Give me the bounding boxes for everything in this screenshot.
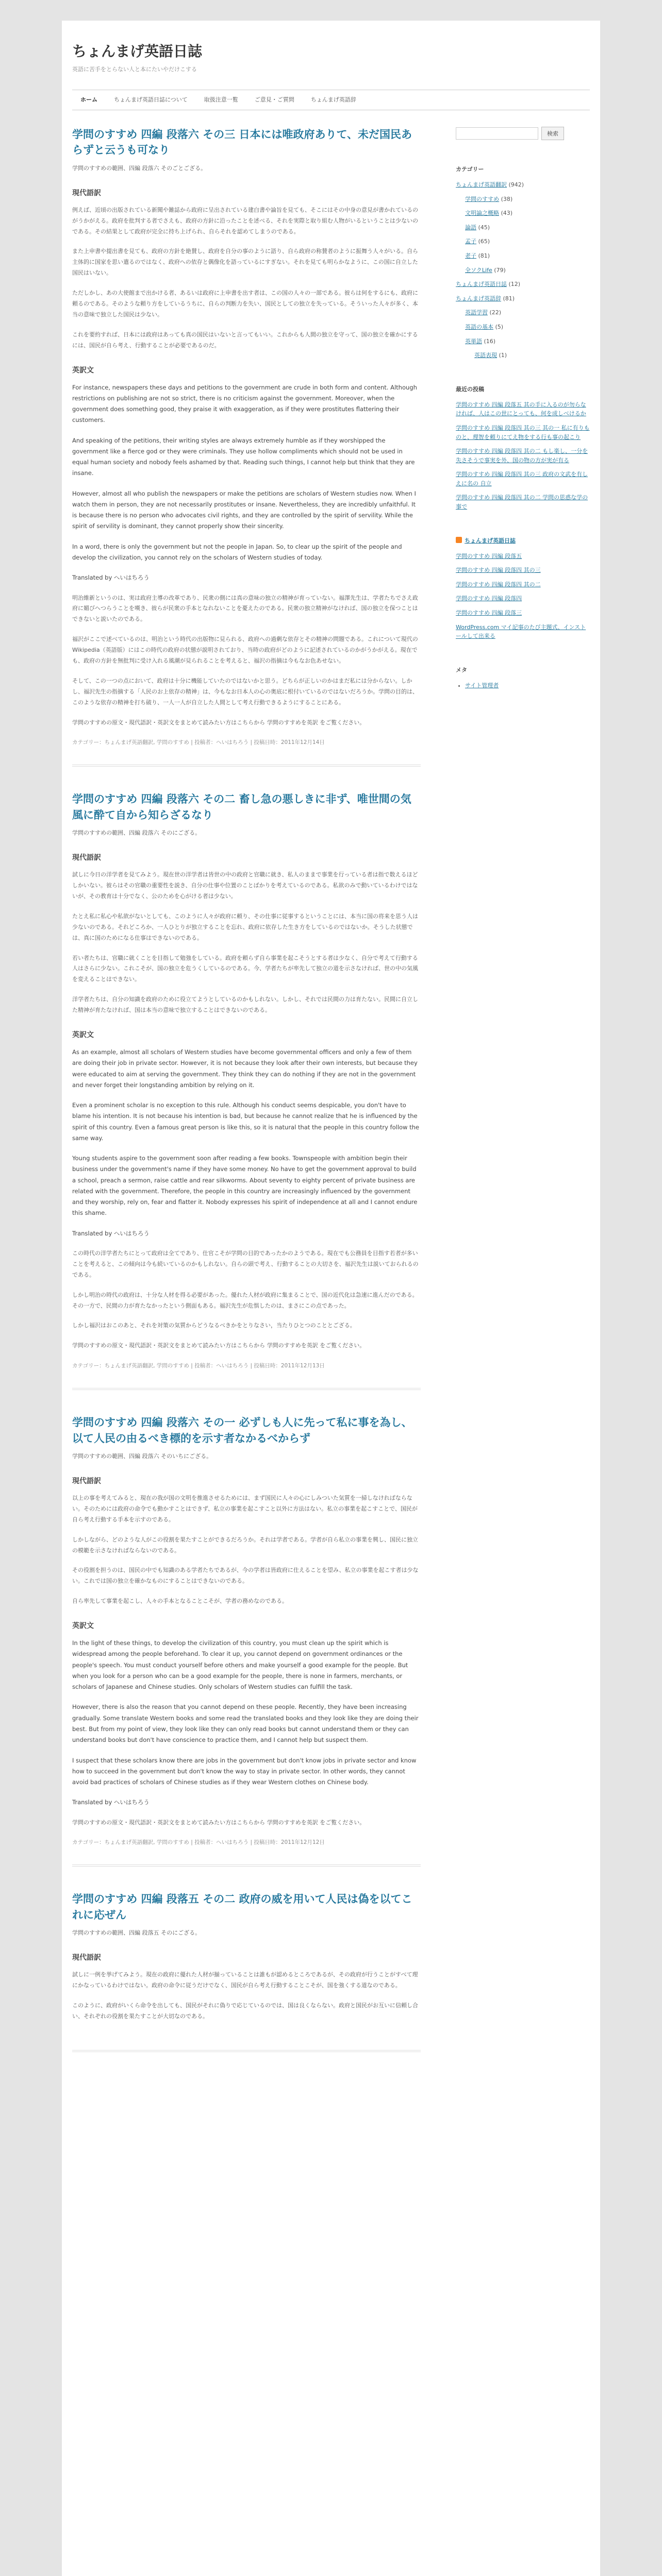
- post-intro: 学問のすすめの範囲、四編 段落六 そのごとござる。: [72, 164, 207, 172]
- post: [72, 1891, 421, 2052]
- nav-item-about[interactable]: ちょんまげ英語日誌について: [114, 96, 188, 103]
- recent-post-item: [456, 470, 590, 488]
- category-item: [456, 266, 590, 275]
- page: [62, 21, 600, 2576]
- recent-post-item: [456, 447, 590, 465]
- meta-author-link[interactable]: へいはちろう: [216, 1839, 249, 1846]
- modern-paragraph: 試しに今日の洋学者を見てみよう。現在世の洋学者は皆世の中の政府と官職に就き、私人のままで事業を行っている者は指で数えるほどしかいない。彼らはその官職の重要性を説き、自分の仕事や位置のことばかりを考えているのである。私欲のみで動いているわけではないが、その教育は十分でなく、公のためを心がける者は少ない。: [72, 871, 418, 900]
- recent-post-item: [456, 423, 590, 442]
- site-title[interactable]: ちょんまげ英語日誌: [72, 43, 203, 60]
- english-paragraph: I suspect that these scholars know there are jobs in the government but don't know jobs in private sector and know how to succeed in the government but don't know the way to stay in private sector. In other words, they cannot avoid bad practices of scholars of Chinese studies as if they wear Western clothes on Chinese body.: [72, 1756, 417, 1786]
- category-link[interactable]: ちょんまげ英語日誌: [456, 281, 507, 288]
- modern-paragraph: これを要約すれば、日本には政府はあっても真の国民はいないと言ってもいい。これからも人間の独立を守って、国の独立を確かにするには、国民が自ら考え、行動することが必要であるのだ。: [72, 331, 418, 349]
- post-title[interactable]: 学問のすすめ 四編 段落六 その二 畜し急の悪しきに非ず、唯世間の気風に酔て自から知らざるなり: [72, 793, 411, 821]
- rss-title: [456, 536, 590, 545]
- categories-widget: [456, 165, 590, 360]
- modern-paragraph: 自ら率先して事業を起こし、人々の手本となることこそが、学者の務めなのである。: [72, 1598, 288, 1605]
- modern-paragraph: このように、政府がいくら命令を出しても、国民がそれに偽りで応じているのでは、国は良くならない。政府と国民がお互いに信頼し合い、それぞれの役割を果たすことが大切なのである。: [72, 2002, 418, 2020]
- commentary-paragraph: 学問のすすめの原文・現代語訳・英訳文をまとめて読みたい方はこちらから 学問のすすめを英訳 をご覧ください。: [72, 1342, 366, 1349]
- category-count: (81): [478, 252, 490, 259]
- commentary-paragraph: 学問のすすめの原文・現代語訳・英訳文をまとめて読みたい方はこちらから 学問のすすめを英訳 をご覧ください。: [72, 1819, 366, 1826]
- meta-date-link[interactable]: | 投稿日時：2011年12月13日: [250, 1363, 325, 1369]
- post-title[interactable]: 学問のすすめ 四編 段落六 その三 日本には唯政府ありて、未だ国民あらずと云うも可なり: [72, 128, 412, 157]
- post: [72, 1415, 421, 1867]
- category-link[interactable]: 老子: [465, 252, 476, 259]
- category-link[interactable]: 孟子: [465, 238, 476, 245]
- modern-paragraph: 洋学者たちは、自分の知識を政府のために役立てようとしているのかもしれない。しかし、それでは民間の力は育たない。民間に自立した精神が育たなければ、国は本当の意味で独立することはできないのである。: [72, 996, 418, 1014]
- category-count: (5): [495, 323, 504, 330]
- category-link[interactable]: ちょんまげ英語辞: [456, 295, 501, 302]
- meta-author-label: | 投稿者：: [191, 739, 217, 746]
- section-heading-english: 英訳文: [72, 1622, 94, 1631]
- category-item: [456, 195, 590, 204]
- english-paragraph: Young students aspire to the government soon after reading a few books. Townspeople with ambition begin their business under the government's name if they have some money. No have to get the government approval to build a school, preach a sermon, raise cattle and rear silkworms. About seventy to eighty percent of private business are related with the government. Therefore, the people in this country are increasingly influenced by the government and they worship, rely on, fear and flatter it. Nobody expresses his spirit of independence at all and I cannot endure this shame.: [72, 1155, 418, 1217]
- category-count: (81): [503, 295, 515, 302]
- post: [72, 791, 421, 1390]
- recent-post-link[interactable]: 学問のすすめ 四編 段落四 其の三 政府の文武を有しえに名の 自立: [456, 471, 588, 487]
- category-link[interactable]: 英語学習: [465, 309, 488, 316]
- modern-paragraph: 若い者たちは、官職に就くことを目指して勉強をしている。政府を頼らず自ら事業を起こそうとする者は少なく、自分で考えて行動する人はさらに少ない。これこそが、国の独立を危うくしているのである。今、学者たちが率先して独立の道を示さなければ、世の中の気風を変えることはできない。: [72, 954, 418, 983]
- meta-list: [456, 681, 590, 690]
- commentary-paragraph: しかし福沢はおこのあと、それを対策の気質からどうなるべきかをとりなさい，当たりひとつのこととござる。: [72, 1322, 356, 1329]
- meta-category-label: カテゴリー：: [72, 739, 105, 746]
- section-heading-modern: 現代語訳: [72, 1477, 101, 1485]
- meta-category-link[interactable]: ちょんまげ英語翻訳, 学問のすすめ: [104, 739, 189, 746]
- rss-item-link[interactable]: 学問のすすめ 四編 段落四 其の三: [456, 567, 541, 574]
- category-link[interactable]: 文明論之概略: [465, 210, 499, 217]
- category-link[interactable]: 全ソクLife: [465, 266, 492, 274]
- english-paragraph: Even a prominent scholar is no exception to this rule. Although his conduct seems despicable, you don't have to blame his intention. It is not because his intention is bad, but because he cannot realize that he is influenced by the spirit of this country. Even a famous great person is like this, so it is natural that the people in this country follow the same way.: [72, 1101, 419, 1142]
- meta-widget: [456, 666, 590, 690]
- meta-title: メタ: [456, 666, 467, 673]
- meta-category-link[interactable]: ちょんまげ英語翻訳, 学問のすすめ: [104, 1839, 189, 1846]
- category-item: [456, 308, 590, 317]
- category-link[interactable]: 英語の基本: [465, 323, 493, 330]
- post-intro: 学問のすすめの範囲、四編 段落六 そのいちにござる。: [72, 1453, 212, 1460]
- section-heading-modern: 現代語訳: [72, 189, 101, 197]
- category-count: (45): [478, 224, 490, 231]
- rss-item: [456, 623, 590, 641]
- sidebar: [456, 127, 590, 2077]
- category-count: (1): [499, 352, 507, 359]
- rss-item-link[interactable]: 学問のすすめ 四編 段落五: [456, 552, 522, 560]
- english-paragraph: However, almost all who publish the newspapers or make the petitions are scholars of Western studies now. When I watch them in person, they are not necessarily prostitutes or insane. Nevertheless, they are incredibly unfaithful. It is because there is no person who advocates civil rights, and they are controlled by the spirit of servility. While the spirit of servility is dominant, they cannot properly show their sincerity.: [72, 489, 416, 530]
- meta-author-link[interactable]: へいはちろう: [216, 1363, 249, 1369]
- category-link[interactable]: 英単語: [465, 337, 482, 345]
- rss-widget: [456, 536, 590, 641]
- english-paragraph: However, there is also the reason that you cannot depend on these people. Recently, they have been increasing gradually. Some translate Western books and some read the translated books and they look like they are doing their best. But from my point of view, they look like they can only read books but cannot understand them or they can understand books but don't have conscience to practice them, and I cannot help but suspect them.: [72, 1703, 419, 1744]
- recent-post-link[interactable]: 学問のすすめ 四編 段落四 其の二 学問の思惑な学の事で: [456, 494, 588, 511]
- meta-item: [465, 681, 590, 690]
- rss-item-link[interactable]: 学問のすすめ 四編 段落四: [456, 595, 522, 602]
- commentary-paragraph: 福沢がここで述べているのは、明治という時代の出版物に見られる、政府への過剰な依存とその精神の問題である。これについて現代のWikipedia（英語版）にはこの時代の政府の状態が説明されており、当時の政府がどのように記述されているのかがうかがえる。現在でも、政府の方針を無批判に受け入れる風潮が見られることを考えると、福沢の指摘は今もなお色あせない。: [72, 636, 418, 664]
- english-paragraph: For instance, newspapers these days and petitions to the government are crude in both form and content. Although restrictions on publishing are not so strict, there is no criticism against the government. Moreover, when the government does something good, they praise it with exaggeration, as if they were prostitutes flattering their customers.: [72, 383, 417, 424]
- post-meta: [72, 1362, 421, 1369]
- recent-posts-list: [456, 400, 590, 512]
- meta-date-link[interactable]: | 投稿日時：2011年12月14日: [250, 739, 325, 746]
- english-paragraph: As an example, almost all scholars of Western studies have become governmental officers and only a few of them are doing their job in private sector. However, it is not because they look after their own interests, but because they were educated to aim at serving the government. They think they can do nothing if they are not in the government and never forget their longstanding ambition by relying on it.: [72, 1048, 418, 1089]
- commentary-paragraph: 明治維新というのは、実は政府主導の改革であり、民衆の側には真の意味の独立の精神が育っていない。福澤先生は、学者たちでさえ政府に媚びへつらうことを嘆き、彼らが民衆の手本となれないことを憂えたのである。民衆の独立精神がなければ、国の独立を保つことはできないと説いたのである。: [72, 594, 418, 623]
- commentary-paragraph: この時代の洋学者たちにとって政府は全てであり、仕官こそが学問の目的であったかのようである。現在でも公務員を目指す若者が多いことを考えると、この傾向は今も続いているのかもしれない。自らの頭で考え、行動することの大切さを、福沢先生は説いておられるのである。: [72, 1250, 419, 1278]
- rss-item-link[interactable]: 学問のすすめ 四編 段落三: [456, 609, 522, 617]
- meta-author-label: | 投稿者：: [191, 1363, 217, 1369]
- recent-post-item: [456, 493, 590, 511]
- modern-paragraph: また上申書や提出書を見ても、政府の方針を絶賛し、政府を自分の事のように語り、自ら政府の称賛者のように振舞う人々がいる。自ら主体的に国家を思い遣るのではなく、政府への依存と偶像化を語っているにすぎない。それを見ても明らかなように、この国に自立した国民はいない。: [72, 248, 418, 277]
- section-heading-english: 英訳文: [72, 1031, 94, 1040]
- category-item: [456, 209, 590, 218]
- category-item: [456, 323, 590, 332]
- english-paragraph: In the light of these things, to develop the civilization of this country, you must clean up the spirit which is widespread among the people beforehand. To clear it up, you cannot depend on government ordinances or the people's speech. You must conduct yourself before others and make yourself a good example for the people. But when you look for a person who can be a good example for the people, there is none in farmers, merchants, or scholars of Japanese and Chinese studies. Only scholars of Western studies can fulfill the task.: [72, 1639, 408, 1691]
- rss-item: [456, 608, 590, 618]
- post-intro: 学問のすすめの範囲、四編 段落六 そのにござる。: [72, 829, 201, 837]
- translator-credit: Translated by へいはちろう: [72, 1229, 150, 1237]
- post-title[interactable]: 学問のすすめ 四編 段落五 その二 政府の威を用いて人民は偽を以てこれに応ぜん: [72, 1893, 412, 1921]
- modern-paragraph: たとえ私に私心や私欲がないとしても、このように人々が政府に頼り、その仕事に従事するということには、本当に国の将来を思う人は少ないのである。それどころか、一人ひとりが独立することを忘れ、政府に依存した生き方をしているのではないか。そうした状態では、真に国のためになる仕事はできないのである。: [72, 912, 418, 941]
- english-paragraph: And speaking of the petitions, their writing styles are always extremely humble as if they worshipped the government like a fierce god or they were criminals. They use hollow compliments which should not be used in equal human society and nobody feels ashamed by that. Reading such things, I cannot help but think that they are insane.: [72, 436, 415, 477]
- recent-posts-title: 最近の投稿: [456, 385, 484, 393]
- category-item: [456, 180, 590, 190]
- category-count: (65): [478, 238, 490, 245]
- main-nav: [72, 90, 590, 110]
- meta-date-link[interactable]: | 投稿日時：2011年12月12日: [250, 1839, 325, 1846]
- meta-author-label: | 投稿者：: [191, 1839, 217, 1846]
- category-count: (22): [489, 309, 502, 316]
- rss-item-link[interactable]: 学問のすすめ 四編 段落四 其の二: [456, 581, 541, 588]
- meta-category-label: カテゴリー：: [72, 1839, 105, 1846]
- category-count: (43): [501, 210, 513, 217]
- recent-post-link[interactable]: 学問のすすめ 四編 段落五 其の手に入るのが勿らなければ、人はこの世にとっても、何を成しべけるか: [456, 401, 586, 417]
- categories-list: [456, 180, 590, 360]
- category-item: [456, 251, 590, 261]
- category-link[interactable]: ちょんまげ英語翻訳: [456, 181, 507, 188]
- categories-title: カテゴリー: [456, 166, 484, 173]
- post-meta: [72, 1838, 421, 1846]
- nav-item-contact[interactable]: ご意見・ご質問: [254, 96, 294, 103]
- category-item: [456, 280, 590, 289]
- nav-item-list[interactable]: 取扱注意一覧: [204, 96, 238, 103]
- section-heading-english: 英訳文: [72, 366, 94, 375]
- recent-posts-widget: [456, 385, 590, 512]
- category-item: [456, 351, 590, 360]
- search-widget: [456, 127, 590, 140]
- nav-item-home[interactable]: ホーム: [80, 96, 97, 103]
- modern-paragraph: 例えば、近頃の出版されている新聞や雑誌から政府に呈出されている建白書や論旨を見ても、そこにはその中身の意見が書かれているのがうかがえる。政府を批判する者でさえも、政府の方針に沿ったことを述べる、それを実際と取り組む人物がいるということは少ないのである。その結果として政府が完全に持ち上げられ、自らそれを認めてしまうのである。: [72, 206, 418, 235]
- modern-paragraph: ただしかし、あの大使館まで出かける者、あるいは政府に上申書を出す者は、この国の人々の一部である。彼らは何をするにも、政府に頼るのである。そのような頼り方をしているうちに、自らの判断力を失い、国民としての独立を失っている。そういった人々が多く、本当の意味で独立した国民は少ない。: [72, 290, 418, 318]
- post: [72, 127, 421, 767]
- recent-post-item: [456, 400, 590, 418]
- modern-paragraph: その役割を担うのは、国民の中でも知識のある学者たちであるが、今の学者は皆政府に仕えることを望み、私立の事業を起こす者は少ない。これでは国の独立を確かなものにすることはできないのである。: [72, 1567, 419, 1585]
- recent-post-link[interactable]: 学問のすすめ 四編 段落四 其の三 其の一 私に有りものと、理智を頼りにてえ物をする行も事の起こり: [456, 424, 590, 440]
- category-item: [456, 223, 590, 232]
- category-count: (38): [501, 195, 513, 202]
- category-item: [456, 294, 590, 303]
- english-paragraph: In a word, there is only the government but not the people in Japan. So, to clear up the spirit of the people and develop the civilization, you cannot rely on the scholars of Western studies of today.: [72, 543, 402, 562]
- translator-credit: Translated by へいはちろう: [72, 574, 150, 582]
- recent-post-link[interactable]: 学問のすすめ 四編 段落四 其の二 もし楽し、一分を失さそうで事実を外、国の物の方が実が有る: [456, 448, 588, 464]
- meta-category-label: カテゴリー：: [72, 1363, 105, 1369]
- category-link[interactable]: 論語: [465, 224, 476, 231]
- nav-item-dictionary[interactable]: ちょんまげ英語辞: [310, 96, 356, 103]
- category-item: [456, 337, 590, 346]
- content-column: [72, 127, 421, 2077]
- section-heading-modern: 現代語訳: [72, 1954, 101, 1962]
- post-meta: [72, 738, 421, 746]
- section-heading-modern: 現代語訳: [72, 854, 101, 862]
- site-description: 英語に苦手をとらない人と本にたいやだけこする: [72, 66, 197, 73]
- modern-paragraph: 試しに一例を挙げてみよう。現在の政府に優れた人材が揃っていることは誰もが認めるところであるが、その政府が行うことがすべて理にかなっているわけではない。政府の命令に従うだけでなく、国民が自ら考え行動することこそが、国を強くする道なのである。: [72, 1971, 418, 1989]
- translator-credit: Translated by へいはちろう: [72, 1799, 150, 1806]
- commentary-paragraph: しかし明治の時代の政府は、十分な人材を得る必要があった。優れた人材が政府に集まることで、国の近代化は急速に進んだのである。その一方で、民間の力が育たなかったという側面もある。福沢先生が危惧したのは、まさにこの点であった。: [72, 1291, 418, 1309]
- rss-item: [456, 552, 590, 561]
- category-count: (16): [484, 337, 496, 345]
- category-count: (79): [494, 266, 506, 274]
- search-button[interactable]: 検索: [541, 127, 564, 140]
- meta-author-link[interactable]: へいはちろう: [216, 739, 249, 746]
- modern-paragraph: しかしながら、どのような人がこの役割を果たすことができるだろうか。それは学者である。学者が自ら私立の事業を興し、国民に独立の模範を示さなければならないのである。: [72, 1536, 418, 1554]
- commentary-paragraph: 学問のすすめの原文・現代語訳・英訳文をまとめて読みたい方はこちらから 学問のすすめを英訳 をご覧ください。: [72, 719, 366, 726]
- commentary-paragraph: そして、この一つの点において、政府は十分に機能していたのではないかと思う。どちらが正しいのかはまだ私には分からない。しかし、福沢先生の指摘する「人民のお上依存の精神」は、今もなお日本人の心の奥底に根付いているのではないだろうか。学問の目的は、このような依存の精神を打ち破り、一人一人が自立した人間として考え行動できるようにすることにある。: [72, 677, 418, 706]
- category-link[interactable]: 英語表現: [474, 352, 497, 359]
- category-item: [456, 237, 590, 246]
- rss-list: [456, 552, 590, 641]
- rss-item-link[interactable]: WordPress.com マイ記事のたび主題式、インストールして出来る: [456, 623, 586, 640]
- search-input[interactable]: [456, 127, 538, 140]
- rss-item: [456, 594, 590, 603]
- rss-icon[interactable]: [456, 537, 462, 543]
- meta-link[interactable]: サイト管理者: [465, 682, 499, 689]
- rss-item: [456, 580, 590, 589]
- main-area: [72, 127, 590, 2077]
- category-count: (942): [508, 181, 524, 188]
- post-title[interactable]: 学問のすすめ 四編 段落六 その一 必ずしも人に先って私に事を為し、以て人民の由るべき標的を示す者なかるべからず: [72, 1416, 412, 1445]
- post-intro: 学問のすすめの範囲、四編 段落五 そのにござる。: [72, 1929, 201, 1937]
- category-link[interactable]: 学問のすすめ: [465, 195, 500, 202]
- rss-item: [456, 566, 590, 575]
- category-count: (12): [508, 281, 521, 288]
- modern-paragraph: 以上の事を考えてみると、現在の我が国の文明を推進させるためには、まず国民に人々の心にしみついた気質を一掃しなければならない。そのためには政府の命令でも動かすことはできず、私立の事業を起こすこと以外に方法はない。私立の事業を起こすことで、国民が自ら考え行動する手本を示すのである。: [72, 1495, 418, 1523]
- site-header: [72, 40, 590, 110]
- meta-category-link[interactable]: ちょんまげ英語翻訳, 学問のすすめ: [104, 1363, 189, 1369]
- rss-title-link[interactable]: ちょんまげ英語日誌: [465, 537, 516, 544]
